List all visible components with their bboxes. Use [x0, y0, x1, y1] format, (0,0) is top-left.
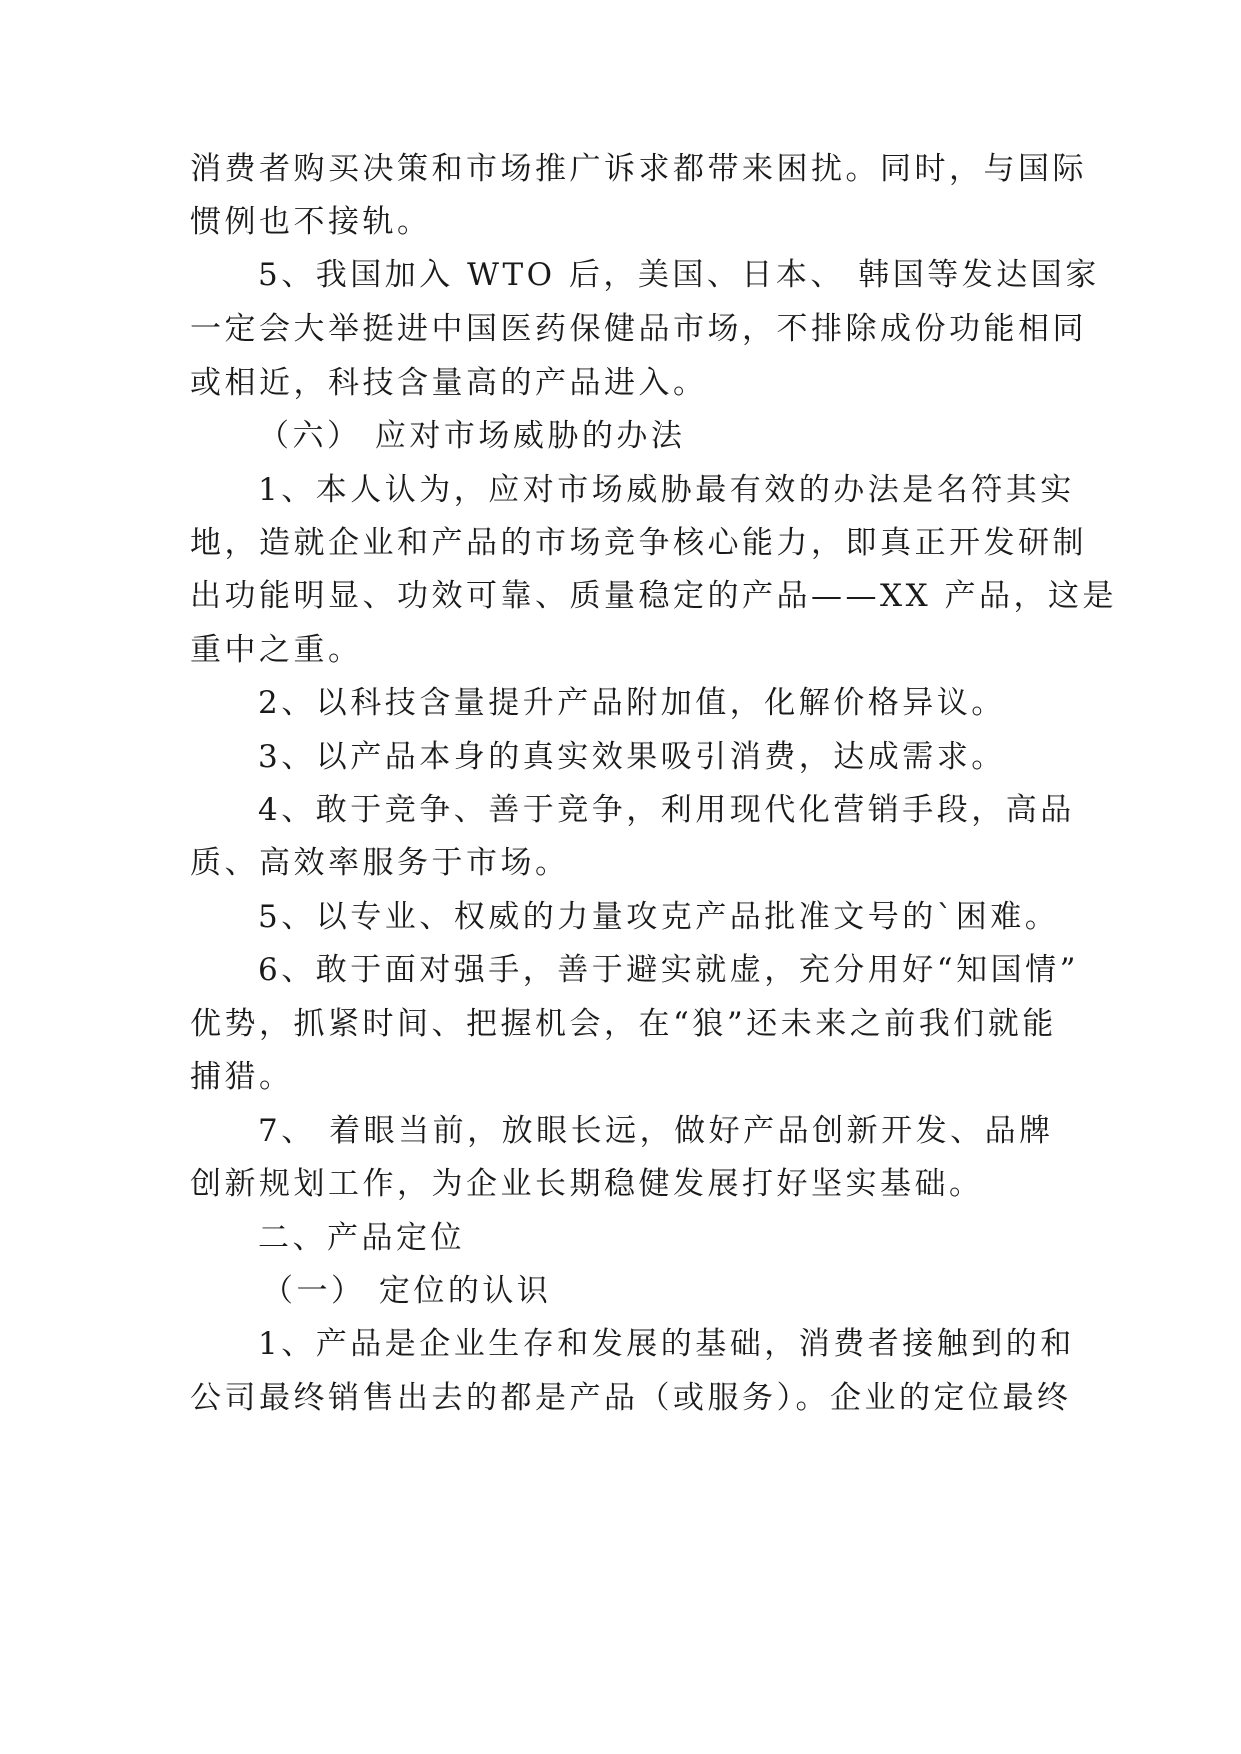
text-line: 地，造就企业和产品的市场竞争核心能力，即真正开发研制 — [190, 525, 1087, 561]
text-line: 出功能明显、功效可靠、质量稳定的产品——XX 产品，这是 — [190, 578, 1117, 614]
text-line: 惯例也不接轨。 — [190, 204, 432, 240]
text-line: 2、以科技含量提升产品附加值，化解价格异议。 — [258, 685, 1006, 721]
text-line: 或相近，科技含量高的产品进入。 — [190, 365, 708, 401]
text-line: 3、以产品本身的真实效果吸引消费，达成需求。 — [258, 739, 1006, 775]
section-heading: （一） 定位的认识 — [262, 1273, 552, 1309]
text-line: 消费者购买决策和市场推广诉求都带来困扰。同时，与国际 — [190, 151, 1087, 187]
text-line: 6、敢于面对强手，善于避实就虚，充分用好“知国情” — [258, 952, 1079, 988]
section-heading: （六） 应对市场威胁的办法 — [258, 418, 686, 454]
text-line: 7、 着眼当前，放眼长远，做好产品创新开发、品牌 — [258, 1113, 1054, 1149]
text-line: 5、以专业、权威的力量攻克产品批准文号的`困难。 — [258, 899, 1060, 935]
text-line: 1、本人认为，应对市场威胁最有效的办法是名符其实 — [258, 472, 1075, 508]
text-line: 创新规划工作，为企业长期稳健发展打好坚实基础。 — [190, 1166, 984, 1202]
text-line: 重中之重。 — [190, 632, 363, 668]
text-line: 一定会大举挺进中国医药保健品市场，不排除成份功能相同 — [190, 311, 1087, 347]
text-line: 4、敢于竞争、善于竞争，利用现代化营销手段，高品 — [258, 792, 1075, 828]
text-line: 优势，抓紧时间、把握机会，在“狼”还未来之前我们就能 — [190, 1006, 1057, 1042]
text-line: 捕猎。 — [190, 1059, 294, 1095]
text-line: 公司最终销售出去的都是产品（或服务）。企业的定位最终 — [190, 1380, 1072, 1416]
text-line: 5、我国加入 WTO 后，美国、日本、 韩国等发达国家 — [258, 257, 1100, 293]
text-line: 1、产品是企业生存和发展的基础，消费者接触到的和 — [258, 1326, 1075, 1362]
section-heading: 二、产品定位 — [258, 1220, 465, 1256]
text-line: 质、高效率服务于市场。 — [190, 845, 570, 881]
